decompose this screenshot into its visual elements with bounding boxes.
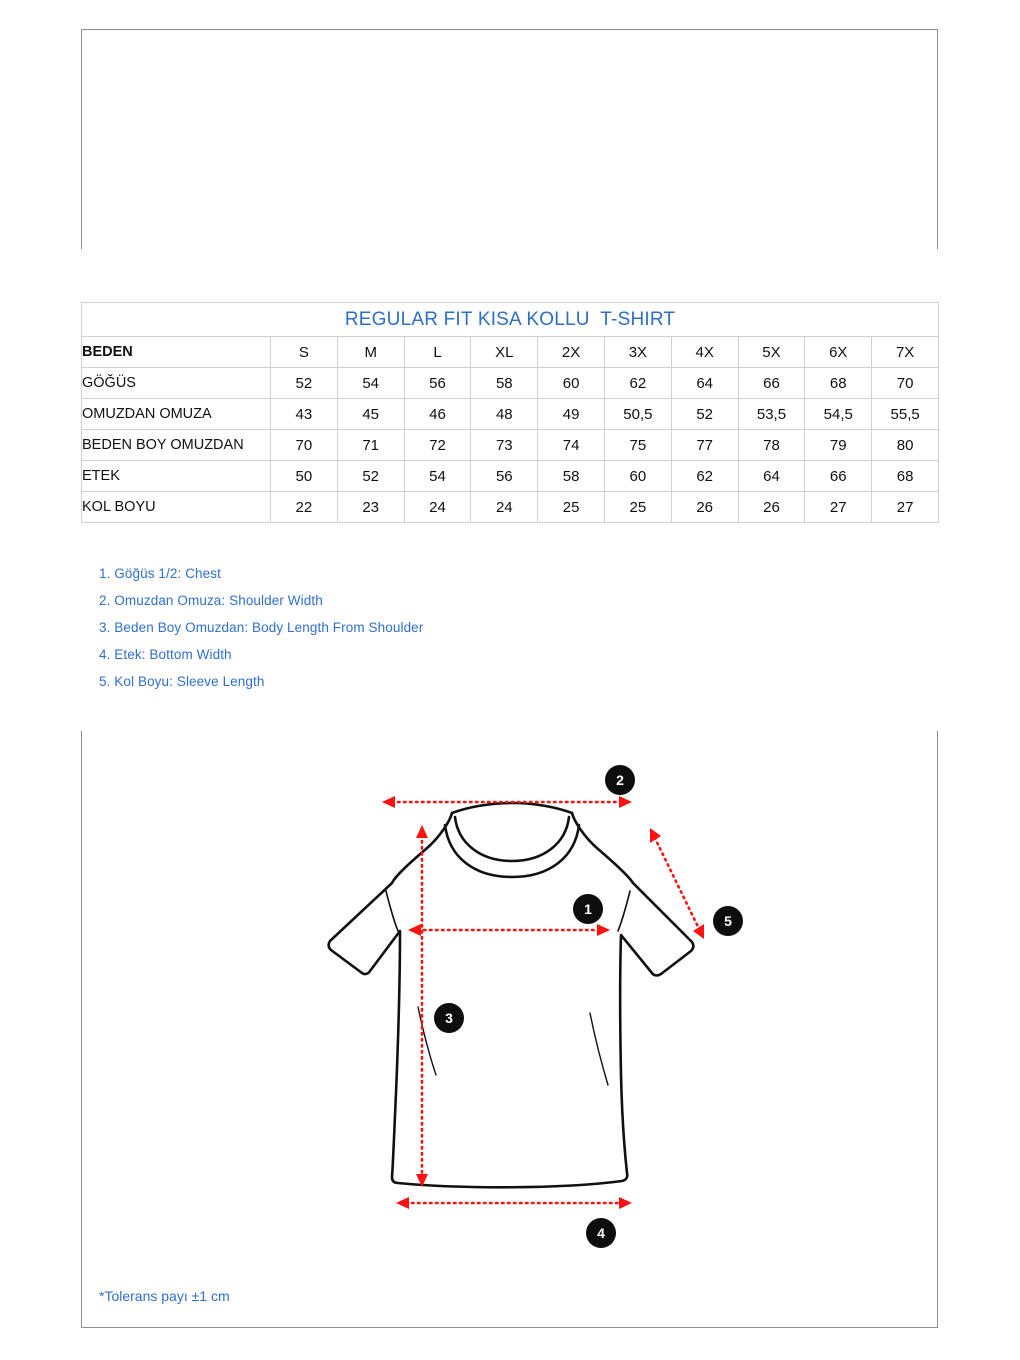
row-label-gogus: GÖĞÜS	[82, 368, 271, 399]
cell: 77	[671, 430, 738, 461]
cell: 68	[805, 368, 872, 399]
legend-item: 3. Beden Boy Omuzdan: Body Length From Shoulder	[99, 620, 424, 635]
cell: 50,5	[604, 399, 671, 430]
cell: 54	[337, 368, 404, 399]
row-label-kol-boyu: KOL BOYU	[82, 492, 271, 523]
page-title: REGULAR FIT KISA KOLLU T-SHIRT	[82, 303, 939, 337]
header-size-2x: 2X	[538, 337, 605, 368]
table-row	[82, 399, 939, 430]
cell: 24	[404, 492, 471, 523]
row-label-beden-boy-omuzdan: BEDEN BOY OMUZDAN	[82, 430, 271, 461]
cell: 50	[271, 461, 338, 492]
cell: 79	[805, 430, 872, 461]
legend-item: 2. Omuzdan Omuza: Shoulder Width	[99, 593, 323, 608]
row-label-etek: ETEK	[82, 461, 271, 492]
cell: 49	[538, 399, 605, 430]
row-label-omuzdan-omuza: OMUZDAN OMUZA	[82, 399, 271, 430]
cell: 71	[337, 430, 404, 461]
cell: 66	[805, 461, 872, 492]
legend-item: 4. Etek: Bottom Width	[99, 647, 232, 662]
table-title-row	[82, 303, 939, 337]
cell: 55,5	[872, 399, 939, 430]
cell: 66	[738, 368, 805, 399]
cell: 54	[404, 461, 471, 492]
table-row	[82, 492, 939, 523]
diagram-frame	[81, 731, 938, 1328]
cell: 27	[805, 492, 872, 523]
header-size-l: L	[404, 337, 471, 368]
cell: 25	[604, 492, 671, 523]
cell: 53,5	[738, 399, 805, 430]
header-size-xl: XL	[471, 337, 538, 368]
table-row	[82, 430, 939, 461]
size-chart-table	[81, 302, 939, 523]
cell: 27	[872, 492, 939, 523]
header-size-s: S	[271, 337, 338, 368]
cell: 74	[538, 430, 605, 461]
cell: 54,5	[805, 399, 872, 430]
cell: 48	[471, 399, 538, 430]
table-row	[82, 461, 939, 492]
cell: 43	[271, 399, 338, 430]
cell: 52	[671, 399, 738, 430]
measure-badge-3: 3	[434, 1003, 464, 1033]
cell: 26	[671, 492, 738, 523]
cell: 56	[471, 461, 538, 492]
tolerance-note: *Tolerans payı ±1 cm	[99, 1288, 230, 1304]
header-size-5x: 5X	[738, 337, 805, 368]
header-size-m: M	[337, 337, 404, 368]
header-label-beden: BEDEN	[82, 337, 271, 368]
cell: 64	[738, 461, 805, 492]
measure-badge-5: 5	[713, 906, 743, 936]
header-size-6x: 6X	[805, 337, 872, 368]
legend-item: 5. Kol Boyu: Sleeve Length	[99, 674, 265, 689]
cell: 56	[404, 368, 471, 399]
cell: 24	[471, 492, 538, 523]
cell: 68	[872, 461, 939, 492]
cell: 62	[604, 368, 671, 399]
measurement-legend	[99, 560, 699, 695]
cell: 25	[538, 492, 605, 523]
cell: 45	[337, 399, 404, 430]
cell: 26	[738, 492, 805, 523]
legend-item: 1. Göğüs 1/2: Chest	[99, 566, 221, 581]
cell: 64	[671, 368, 738, 399]
cell: 23	[337, 492, 404, 523]
cell: 46	[404, 399, 471, 430]
cell: 75	[604, 430, 671, 461]
measure-badge-2: 2	[605, 765, 635, 795]
cell: 52	[271, 368, 338, 399]
cell: 58	[538, 461, 605, 492]
cell: 70	[271, 430, 338, 461]
cell: 52	[337, 461, 404, 492]
measure-badge-1: 1	[573, 894, 603, 924]
cell: 73	[471, 430, 538, 461]
cell: 70	[872, 368, 939, 399]
header-size-7x: 7X	[872, 337, 939, 368]
top-empty-frame	[81, 29, 938, 249]
table-header-row	[82, 337, 939, 368]
cell: 62	[671, 461, 738, 492]
cell: 58	[471, 368, 538, 399]
cell: 78	[738, 430, 805, 461]
measure-badge-4: 4	[586, 1218, 616, 1248]
header-size-4x: 4X	[671, 337, 738, 368]
cell: 22	[271, 492, 338, 523]
cell: 60	[604, 461, 671, 492]
cell: 80	[872, 430, 939, 461]
cell: 60	[538, 368, 605, 399]
table-row	[82, 368, 939, 399]
header-size-3x: 3X	[604, 337, 671, 368]
cell: 72	[404, 430, 471, 461]
